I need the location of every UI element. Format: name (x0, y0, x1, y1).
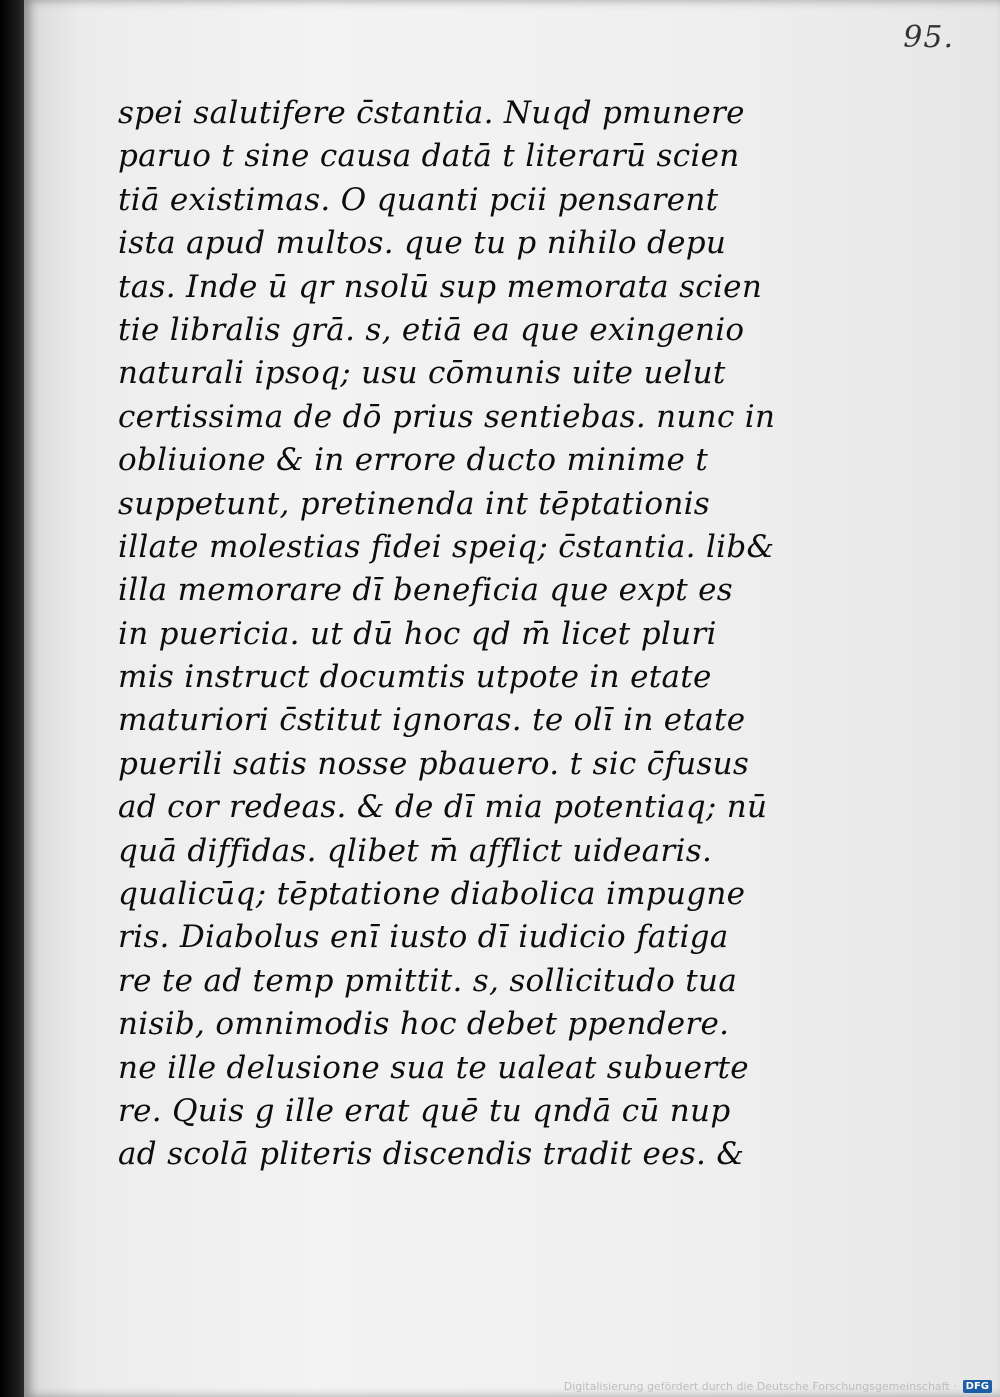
manuscript-line: suppetunt, pretinenda int tēptationis (118, 485, 711, 522)
manuscript-line: illa memorare dī beneficia que expt es (118, 572, 733, 609)
manuscript-line: paruo t sine causa datā t literarū scien (118, 138, 740, 175)
manuscript-line: ista apud multos. que tu p nihilo depu (118, 225, 727, 262)
manuscript-line: ne ille delusione sua te ualeat subuerte (118, 1049, 749, 1086)
footer (564, 1380, 992, 1393)
manuscript-line: maturiori c̄stitut ignoras. te olī in etate (118, 702, 746, 739)
manuscript-page (24, 0, 1000, 1397)
manuscript-line: certissima de dō prius sentiebas. nunc in (118, 398, 776, 435)
manuscript-line: qualicūq; tēptatione diabolica impugne (118, 876, 746, 913)
manuscript-line: re te ad temp pmittit. s, sollicitudo tua (118, 962, 738, 999)
footer-credit: Digitalisierung gefördert durch die Deutsche Forschungsgemeinschaft · (563, 1380, 957, 1393)
text-block (118, 92, 838, 1177)
manuscript-line: ad cor redeas. & de dī mia potentiaq; nū (118, 789, 768, 826)
manuscript-line: illate molestias fidei speiq; c̄stantia. lib& (118, 528, 775, 565)
manuscript-line: tas. Inde ū qr nsolū sup memorata scien (118, 268, 763, 305)
manuscript-line: spei salutifere c̄stantia. Nuqd pmunere (118, 95, 745, 131)
manuscript-line: nisib, omnimodis hoc debet ppendere. (118, 1006, 730, 1043)
manuscript-line: naturali ipsoq; usu cōmunis uite uelut (118, 355, 726, 392)
manuscript-line: puerili satis nosse pbauero. t sic c̄fusus (118, 745, 750, 782)
manuscript-line: in puericia. ut dū hoc qd m̄ licet pluri (118, 615, 717, 652)
folio-number: 95. (903, 20, 954, 55)
manuscript-line: quā diffidas. qlibet m̄ afflict uidearis. (118, 832, 713, 869)
dfg-logo: DFG (963, 1380, 992, 1393)
manuscript-line: tiā existimas. O quanti pcii pensarent (118, 181, 719, 218)
manuscript-line: ris. Diabolus enī iusto dī iudicio fatiga (118, 919, 729, 956)
manuscript-line: re. Quis g ille erat quē tu qndā cū nup (118, 1092, 731, 1129)
manuscript-line: ad scolā pliteris discendis tradit ees. & (118, 1136, 745, 1173)
manuscript-line: mis instruct documtis utpote in etate (118, 659, 712, 696)
manuscript-line: tie libralis grā. s, etiā ea que exingenio (118, 311, 745, 348)
manuscript-line: obliuione & in errore ducto minime t (118, 442, 709, 479)
